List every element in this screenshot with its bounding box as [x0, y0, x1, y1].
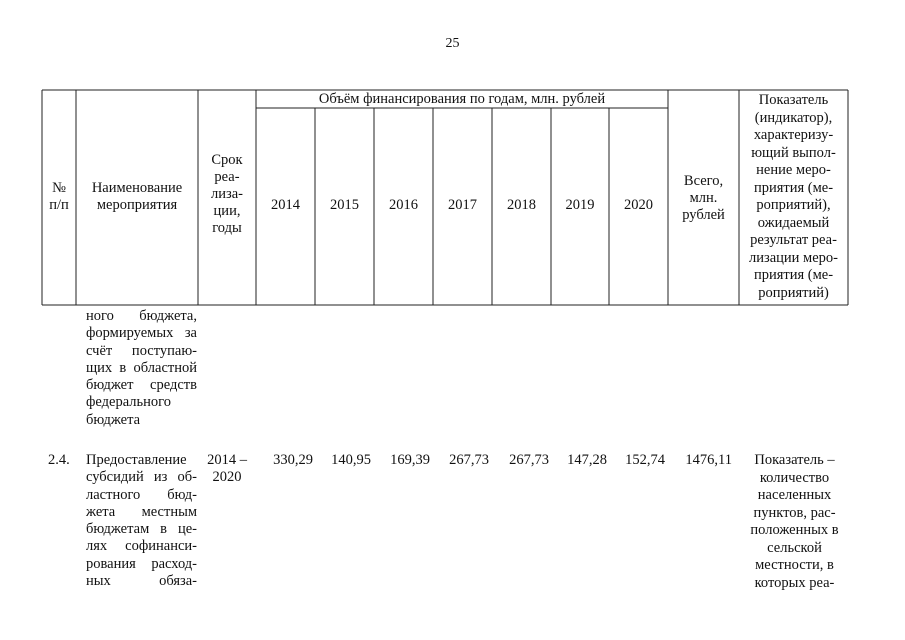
row-2-4-value-2016: 169,39 — [390, 452, 430, 468]
header-col-indicator: Показатель (индикатор), характеризу- ющий выпол- нение меро- приятия (ме- роприятий), ожидаемый результат реа- лизации меро- приятия (ме- роприятий) — [748, 92, 838, 301]
row-2-4-value-2018: 267,73 — [509, 452, 549, 468]
header-col-period: Срок реа- лиза- ции, годы — [211, 152, 243, 236]
continued-row-name: ного бюджета, формируемых за счёт поступаю- щих в областной бюджет средств федерального бюджета — [86, 308, 197, 428]
header-col-total: Всего, млн. рублей — [682, 173, 725, 223]
header-col-name: Наименование мероприятия — [91, 180, 183, 213]
row-2-4-value-2017: 267,73 — [449, 452, 489, 468]
header-year-2015: 2015 — [330, 197, 359, 213]
header-year-2019: 2019 — [565, 197, 595, 213]
row-2-4-total: 1476,11 — [685, 452, 732, 468]
header-year-2014: 2014 — [271, 197, 300, 213]
row-2-4-value-2015: 140,95 — [331, 452, 371, 468]
row-2-4-period: 2014 – 2020 — [207, 452, 247, 486]
row-2-4-number: 2.4. — [48, 452, 70, 468]
row-2-4-indicator: Показатель – количество населенных пунктов, рас- положенных в сельской местности, в которых реа- — [750, 452, 839, 591]
row-2-4-value-2019: 147,28 — [567, 452, 607, 468]
header-year-2018: 2018 — [507, 197, 536, 213]
header-year-2017: 2017 — [448, 197, 477, 213]
row-2-4-value-2014: 330,29 — [273, 452, 313, 468]
row-2-4-value-2020: 152,74 — [625, 452, 665, 468]
page-number: 25 — [445, 36, 460, 51]
header-col-number: № п/п — [49, 180, 69, 213]
row-2-4-name: Предоставление субсидий из об- ластного бюд- жета местным бюджетам в це- лях софинанси- рования расход- ных обяза- — [86, 452, 197, 590]
header-year-2016: 2016 — [389, 197, 418, 213]
header-year-2020: 2020 — [624, 197, 653, 213]
header-financing-title: Объём финансирования по годам, млн. рублей — [318, 91, 606, 107]
